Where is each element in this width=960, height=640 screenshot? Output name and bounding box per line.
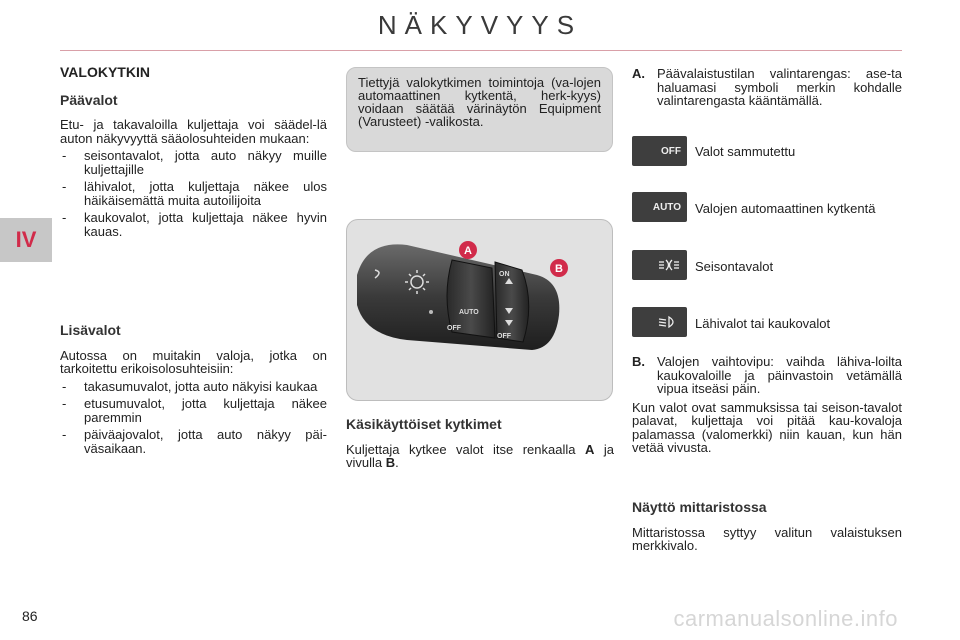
list-item: - kaukovalot, jotta kuljettaja näkee hyvin kauas. — [60, 211, 327, 238]
manual-ref-b: B — [385, 455, 396, 470]
icon-label-auto: Valojen automaattinen kytkentä — [695, 201, 876, 216]
icon-badge-text: AUTO — [652, 201, 681, 213]
marker-a-label: A — [464, 245, 472, 257]
display-section — [632, 501, 902, 553]
off-switch-icon — [632, 136, 687, 166]
lisavalot-intro: Autossa on muitakin valoja, jotka on tarkoitettu erikoisolosuhteisiin: — [60, 347, 327, 376]
manual-text-part: Kuljettaja kytkee valot itse renkaalla — [346, 441, 576, 457]
list-item: - lähivalot, jotta kuljettaja näkee ulos häikäisemättä muita autoilijoita — [60, 180, 327, 207]
section-tab-label: IV — [15, 227, 37, 252]
manual-text-part: ja vivulla — [346, 441, 614, 470]
header-rule — [60, 50, 902, 51]
tip-off-label: OFF — [497, 333, 511, 340]
item-b-label: B. — [632, 354, 645, 369]
headlight-icon — [632, 307, 687, 337]
tip-on-label: ON — [499, 271, 510, 278]
stalk-svg — [347, 220, 613, 401]
display-heading: Näyttö mittaristossa — [632, 499, 767, 515]
flash-text: Kun valot ovat sammuksissa tai seison-tavalot palavat, kuljettaja voi pitää kau-kovaloja palamassa (valomerkki) niin kauan, kun hän vetää vivusta. — [632, 399, 902, 455]
lisavalot-heading: Lisävalot — [60, 322, 121, 338]
marker-b-label: B — [555, 263, 563, 275]
display-text: Mittaristossa syttyy valitun valaistuksen merkkivalo. — [632, 524, 902, 553]
list-item: - takasumuvalot, jotta auto näkyisi kaukaa — [60, 380, 327, 394]
manual-text — [346, 443, 614, 470]
headlight-glyph — [657, 315, 681, 329]
lisavalot-list — [60, 380, 327, 456]
watermark: carmanualsonline.info — [673, 606, 898, 631]
list-item: - seisontavalot, jotta auto näkyy muille kuljettajille — [60, 149, 327, 176]
ring-off-label: OFF — [447, 325, 461, 332]
right-b-block — [632, 355, 902, 455]
list-item: - etusumuvalot, jotta kuljettaja näkee paremmin — [60, 397, 327, 424]
info-note: Tiettyjä valokytkimen toimintoja (va-lojen automaattinen kytkentä, herk-kyys) voidaan säätää värinäytön Equipment (Varusteet) -valikosta. — [346, 67, 613, 152]
left-column — [60, 66, 327, 238]
icon-badge-text: OFF — [661, 145, 681, 157]
indicator-dot — [429, 310, 433, 314]
lisavalot-section — [60, 324, 327, 455]
item-a-label: A. — [632, 66, 645, 81]
page-number: 86 — [22, 608, 38, 624]
parking-light-glyph — [657, 258, 681, 272]
section-heading: VALOKYTKIN — [60, 64, 150, 80]
manual-ref-a: A — [584, 441, 595, 457]
item-a-text: Päävalaistustilan valintarengas: ase-ta haluamasi symboli merkin kohdalle valintarengasta kääntämällä. — [657, 66, 902, 108]
right-a-block — [632, 67, 902, 108]
parking-light-icon — [632, 250, 687, 280]
section-tab — [0, 218, 52, 262]
icon-label-parking: Seisontavalot — [695, 259, 774, 274]
manual-text-end: . — [395, 455, 399, 470]
icon-label-off: Valot sammutettu — [695, 144, 796, 159]
paavalot-heading: Päävalot — [60, 91, 118, 108]
page-title: NÄKYVYYS — [377, 10, 583, 40]
light-switch-illustration — [346, 219, 613, 401]
auto-switch-icon — [632, 192, 687, 222]
ring-auto-label: AUTO — [459, 309, 479, 316]
paavalot-list — [60, 149, 327, 238]
manual-section — [346, 418, 614, 470]
list-item: - päiväajovalot, jotta auto näkyy päi-väsaikaan. — [60, 428, 327, 455]
icon-label-headlight: Lähivalot tai kaukovalot — [695, 316, 831, 331]
paavalot-intro: Etu- ja takavaloilla kuljettaja voi säädel-lä auton näkyvyyttä sääolosuhteiden mukaan: — [60, 117, 327, 146]
manual-heading: Käsikäyttöiset kytkimet — [346, 416, 502, 432]
item-b-text: Valojen vaihtovipu: vaihda lähiva-loilta kaukovaloille ja päinvastoin vetämällä vipua itseäsi päin. — [657, 354, 902, 396]
